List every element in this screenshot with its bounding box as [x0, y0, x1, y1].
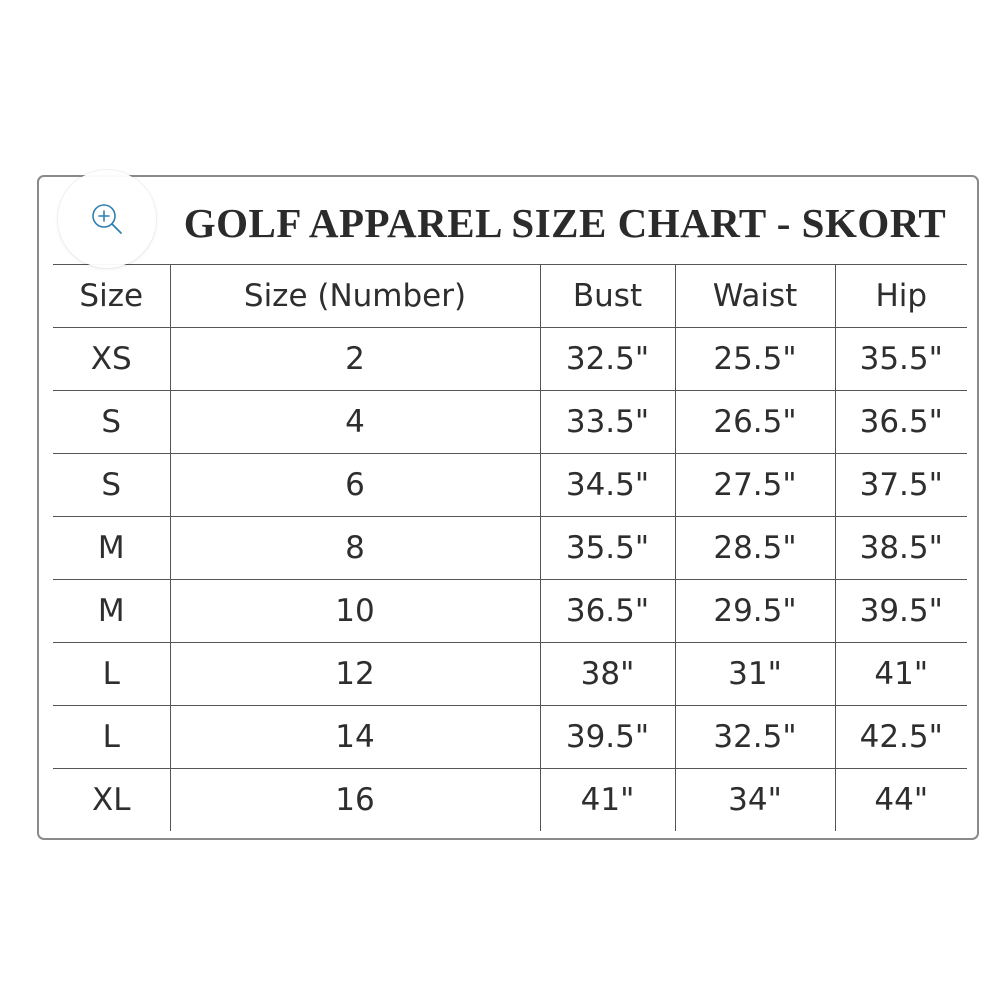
cell-waist: 25.5" [675, 328, 835, 391]
header-bust: Bust [540, 265, 675, 328]
table-row [53, 706, 967, 769]
table-row [53, 643, 967, 706]
cell-size-number: 16 [170, 769, 540, 832]
header-size: Size [53, 265, 170, 328]
cell-waist: 28.5" [675, 517, 835, 580]
cell-size-number: 6 [170, 454, 540, 517]
cell-waist: 27.5" [675, 454, 835, 517]
cell-hip: 42.5" [835, 706, 967, 769]
cell-bust: 41" [540, 769, 675, 832]
header-waist: Waist [675, 265, 835, 328]
cell-size: XL [91, 782, 131, 818]
table-header-row [53, 265, 967, 328]
header-hip: Hip [835, 265, 967, 328]
cell-size-number: 10 [170, 580, 540, 643]
size-chart-card [37, 175, 979, 840]
table-row [53, 769, 967, 832]
cell-size-number: 12 [170, 643, 540, 706]
cell-hip: 37.5" [835, 454, 967, 517]
cell-bust: 35.5" [540, 517, 675, 580]
cell-hip: 38.5" [835, 517, 967, 580]
cell-hip: 35.5" [835, 328, 967, 391]
cell-hip: 39.5" [835, 580, 967, 643]
cell-size: XS [53, 328, 170, 391]
cell-size: S [53, 391, 170, 454]
cell-waist: 32.5" [675, 706, 835, 769]
cell-size: M [53, 580, 170, 643]
cell-bust: 32.5" [540, 328, 675, 391]
cell-waist: 34" [675, 769, 835, 832]
cell-size: L [53, 706, 170, 769]
chart-title [39, 199, 981, 247]
cell-size-number: 2 [170, 328, 540, 391]
cell-hip: 36.5" [835, 391, 967, 454]
zoom-button[interactable] [58, 170, 156, 268]
cell-bust: 36.5" [540, 580, 675, 643]
cell-waist: 31" [675, 643, 835, 706]
table-row [53, 391, 967, 454]
cell-waist: 29.5" [675, 580, 835, 643]
cell-size-number: 8 [170, 517, 540, 580]
cell-size-number: 4 [170, 391, 540, 454]
table-row [53, 328, 967, 391]
cell-size-number: 14 [170, 706, 540, 769]
cell-size: S [53, 454, 170, 517]
cell-bust: 34.5" [540, 454, 675, 517]
cell-bust: 33.5" [540, 391, 675, 454]
cell-hip: 41" [835, 643, 967, 706]
cell-size: M [53, 517, 170, 580]
header-size-number: Size (Number) [170, 265, 540, 328]
table-row [53, 517, 967, 580]
zoom-in-icon [89, 201, 125, 237]
cell-hip: 44" [835, 769, 967, 832]
cell-size: L [53, 643, 170, 706]
table-row [53, 454, 967, 517]
cell-bust: 39.5" [540, 706, 675, 769]
size-table [53, 265, 967, 831]
cell-bust: 38" [540, 643, 675, 706]
table-row [53, 580, 967, 643]
chart-title-text: GOLF APPAREL SIZE CHART - SKORT [183, 200, 947, 246]
cell-waist: 26.5" [675, 391, 835, 454]
